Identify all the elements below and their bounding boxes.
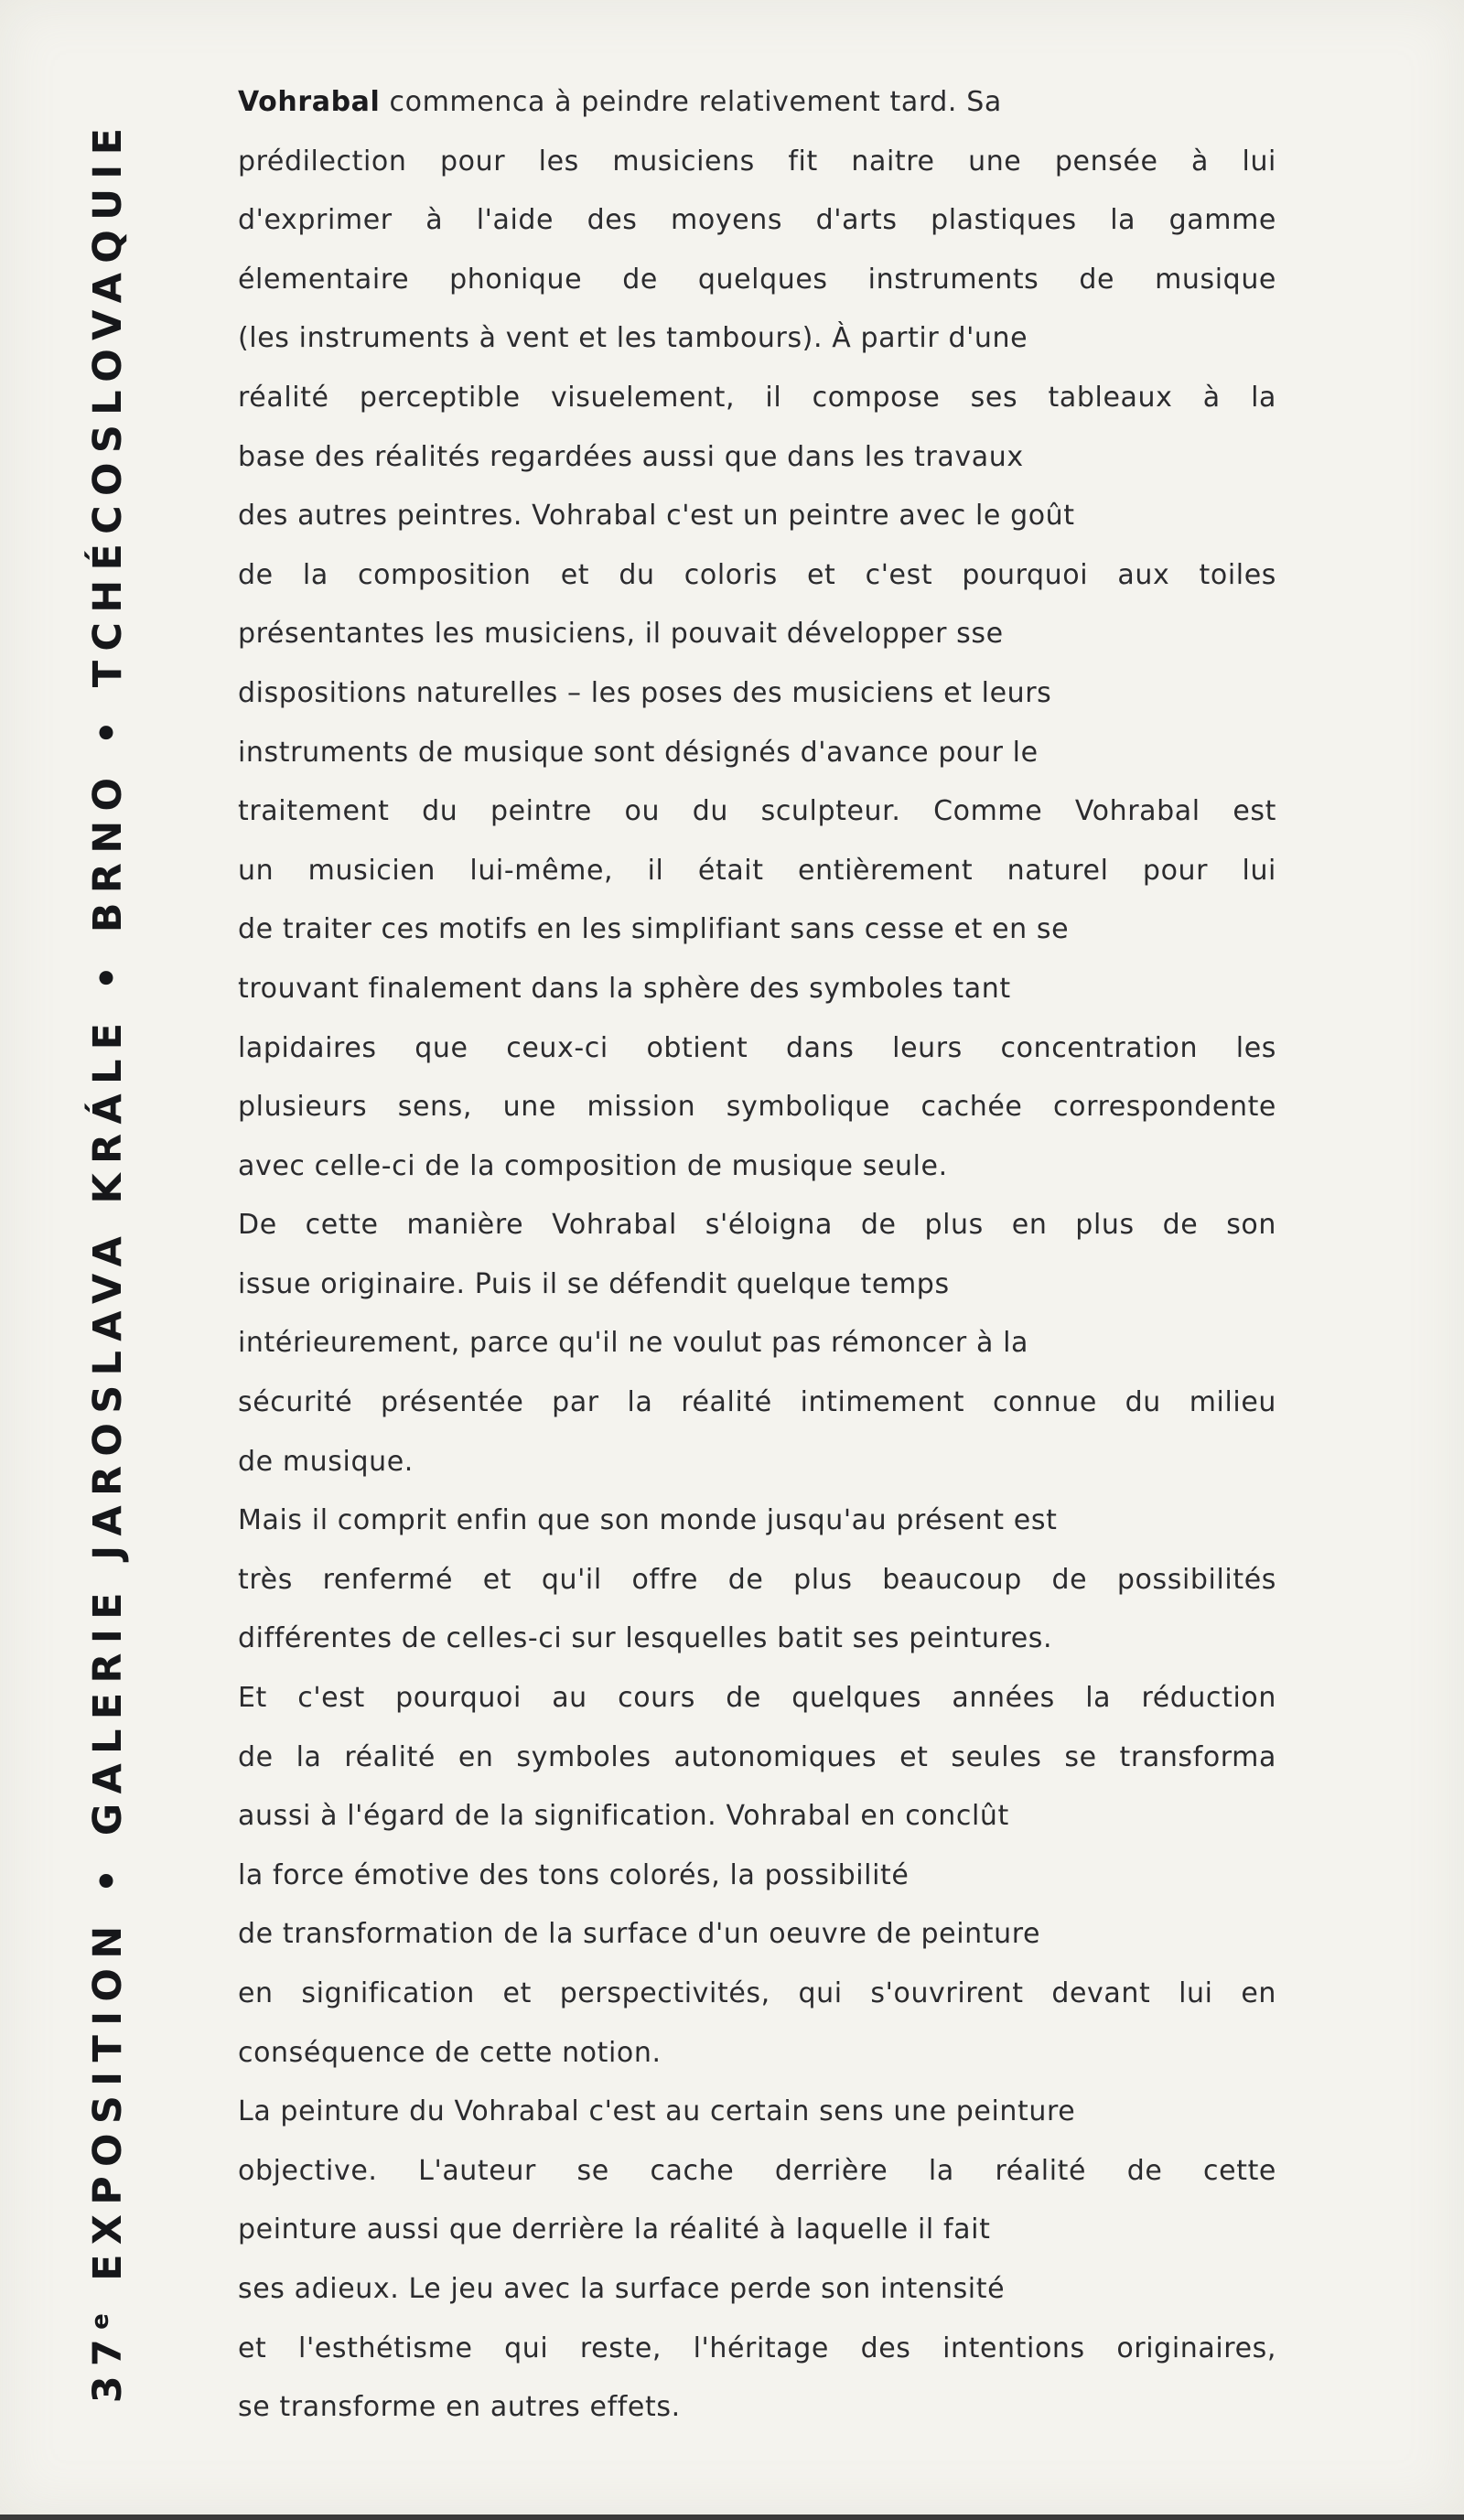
text-line: et l'esthétisme qui reste, l'héritage des intentions originaires, xyxy=(238,2332,1276,2364)
text-line: intérieurement, parce qu'il ne voulut pas rémoncer à la xyxy=(238,1327,1029,1360)
text-line: très renfermé et qu'il offre de plus beaucoup de possibilités xyxy=(238,1563,1276,1596)
text-line: de transformation de la surface d'un oeuvre de peinture xyxy=(238,1918,1041,1951)
exposition-word: EXPOSITION xyxy=(85,1916,131,2281)
text-line: avec celle-ci de la composition de musique seule. xyxy=(238,1149,948,1182)
text-line: traitement du peintre ou du sculpteur. Comme Vohrabal est xyxy=(238,795,1276,828)
main-text-block xyxy=(238,73,1276,2438)
text-line: présentantes les musiciens, il pouvait développer sse xyxy=(238,618,1004,651)
text-line: de musique. xyxy=(238,1445,414,1478)
text-line: réalité perceptible visuelement, il compose ses tableaux à la xyxy=(238,381,1276,414)
edition-number: 37 xyxy=(85,2329,131,2404)
text-line: de la réalité en symboles autonomiques et seules se transforma xyxy=(238,1740,1276,1773)
text-line: Mais il comprit enfin que son monde jusqu'au présent est xyxy=(238,1504,1058,1537)
text-line: des autres peintres. Vohrabal c'est un peintre avec le goût xyxy=(238,500,1075,533)
text-line: conséquence de cette notion. xyxy=(238,2036,662,2069)
gallery-name: GALERIE JAROSLAVA KRÁLE xyxy=(85,1013,131,1836)
text-line: différentes de celles-ci sur lesquelles batit ses peintures. xyxy=(238,1622,1053,1655)
text-line: se transforme en autres effets. xyxy=(238,2391,681,2424)
text-line: De cette manière Vohrabal s'éloigna de plus en plus de son xyxy=(238,1209,1276,1242)
text-line: lapidaires que ceux-ci obtient dans leurs concentration les xyxy=(238,1031,1276,1064)
text-line: en signification et perspectivités, qui s'ouvrirent devant lui en xyxy=(238,1977,1276,2009)
text-line: de la composition et du coloris et c'est pourquoi aux toiles xyxy=(238,558,1276,591)
text-line: la force émotive des tons colorés, la possibilité xyxy=(238,1858,910,1891)
text-line: objective. L'auteur se cache derrière la réalité de cette xyxy=(238,2154,1276,2187)
text-line: un musicien lui-même, il était entièrement naturel pour lui xyxy=(238,854,1276,887)
city-name: BRNO xyxy=(85,768,131,933)
text-line-1: Vohrabal commenca à peindre relativement tard. Sa xyxy=(238,86,1002,118)
text-line: plusieurs sens, une mission symbolique cachée correspondente xyxy=(238,1091,1276,1124)
title-separator-2: • xyxy=(85,955,131,991)
text-line: instruments de musique sont désignés d'avance pour le xyxy=(238,736,1039,769)
text-line: base des réalités regardées aussi que dans les travaux xyxy=(238,440,1024,473)
text-line: d'exprimer à l'aide des moyens d'arts plastiques la gamme xyxy=(238,204,1276,237)
artist-name: Vohrabal xyxy=(238,86,381,118)
text-line: Et c'est pourquoi au cours de quelques années la réduction xyxy=(238,1682,1276,1715)
text-line: dispositions naturelles – les poses des musiciens et leurs xyxy=(238,676,1052,709)
title-separator-1: • xyxy=(85,1858,131,1894)
text-line: aussi à l'égard de la signification. Vohrabal en conclût xyxy=(238,1800,1009,1833)
edition-suffix: e xyxy=(87,2304,114,2330)
text-line: élementaire phonique de quelques instruments de musique xyxy=(238,263,1276,296)
vertical-exhibition-title xyxy=(73,90,131,2432)
text-line: La peinture du Vohrabal c'est au certain sens une peinture xyxy=(238,2095,1076,2128)
text-line: ses adieux. Le jeu avec la surface perde son intensité xyxy=(238,2272,1006,2305)
text-line: trouvant finalement dans la sphère des symboles tant xyxy=(238,972,1011,1005)
country-name: TCHÉCOSLOVAQUIE xyxy=(85,118,131,688)
text-line: (les instruments à vent et les tambours). À partir d'une xyxy=(238,322,1028,355)
text-line: de traiter ces motifs en les simplifiant sans cesse et en se xyxy=(238,913,1070,946)
text-line: sécurité présentée par la réalité intimement connue du milieu xyxy=(238,1386,1276,1419)
text-line: peinture aussi que derrière la réalité à laquelle il fait xyxy=(238,2213,991,2246)
text-line: prédilection pour les musiciens fit naitre une pensée à lui xyxy=(238,145,1276,178)
title-separator-3: • xyxy=(85,710,131,746)
page-bottom-edge xyxy=(0,2515,1464,2520)
text-line: issue originaire. Puis il se défendit quelque temps xyxy=(238,1267,950,1300)
